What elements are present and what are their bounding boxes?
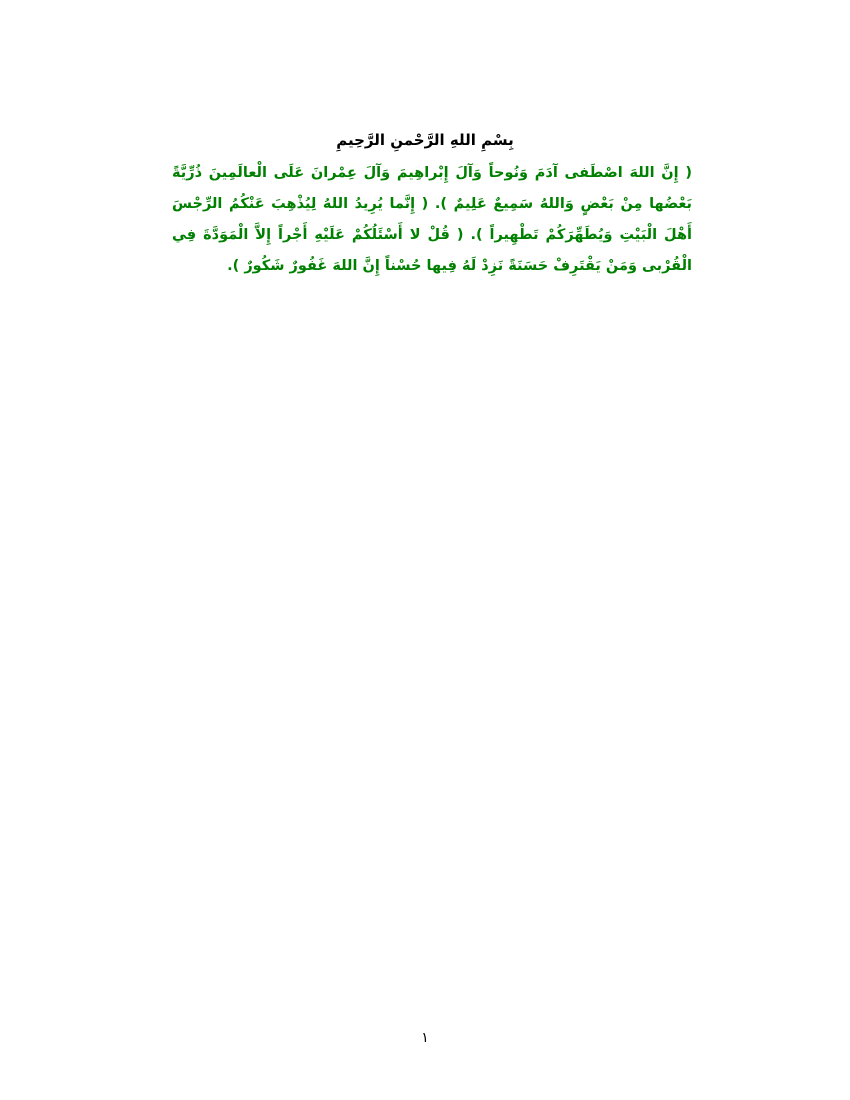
verse-1: ( إِنَّ اللهَ اصْطَفى آدَمَ وَنُوحاً وَآلَ إِبْراهِيمَ وَآلَ عِمْرانَ عَلَى الْعالَمِينَ ذُرِّيَّةً بَعْضُها مِنْ بَعْضٍ وَاللهُ سَمِيعٌ عَلِيمٌ ). [172,165,692,212]
verse-2: ( إِنَّما يُرِيدُ اللهُ لِيُذْهِبَ عَنْكُمُ الرِّجْسَ أَهْلَ الْبَيْتِ وَيُطَهِّرَكُمْ تَطْهِيراً ). [172,196,692,243]
verses-paragraph [172,158,692,282]
verse-3: ( قُلْ لا أَسْئَلُكُمْ عَلَيْهِ أَجْراً إِلاَّ الْمَوَدَّةَ فِي الْقُرْبى وَمَنْ يَقْتَرِفْ حَسَنَةً نَزِدْ لَهُ فِيها حُسْناً إِنَّ اللهَ غَفُورٌ شَكُورٌ ). [172,227,692,274]
basmala-heading: بِسْمِ اللهِ الرَّحْمنِ الرَّحِيمِ [336,131,514,149]
page-number: ١ [421,1030,429,1046]
